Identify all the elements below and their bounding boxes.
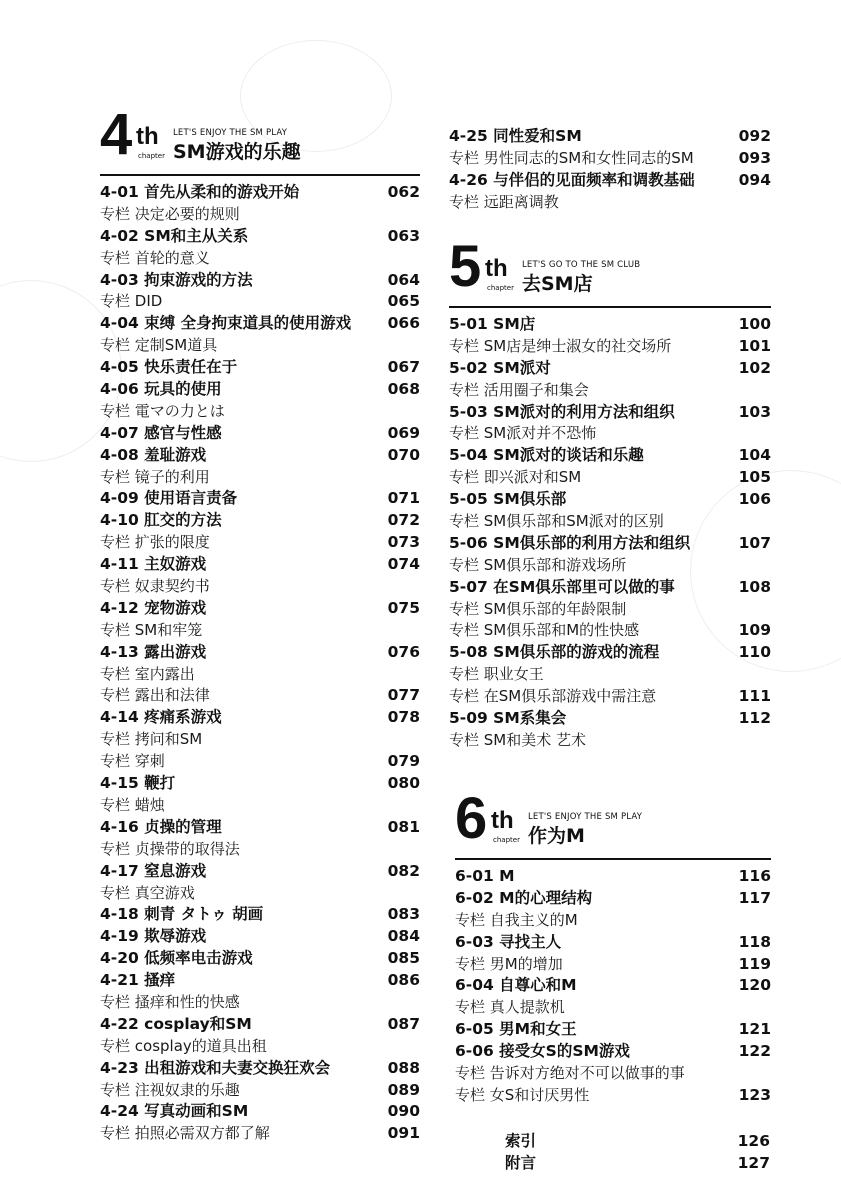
toc-list bbox=[455, 866, 771, 1107]
page-number: 118 bbox=[738, 932, 771, 951]
entry-title: 4-01 首先从柔和的游戏开始 bbox=[100, 183, 300, 201]
entry-title: 4-22 cosplay和SM bbox=[100, 1014, 252, 1033]
page-number: 100 bbox=[738, 315, 771, 333]
toc-section-entry[interactable] bbox=[455, 975, 771, 997]
toc-column-entry[interactable] bbox=[449, 192, 771, 214]
toc-section-entry[interactable] bbox=[100, 926, 420, 948]
toc-column-entry[interactable] bbox=[449, 467, 771, 489]
chapter-4-section bbox=[100, 102, 420, 1145]
page-number: 071 bbox=[387, 489, 420, 508]
toc-column-entry[interactable] bbox=[449, 511, 771, 533]
entry-title: 专栏 SM店是绅士淑女的社交场所 bbox=[449, 336, 672, 355]
toc-column-entry[interactable] bbox=[449, 148, 771, 170]
entry-title: 专栏 告诉对方绝对不可以做事的事 bbox=[455, 1064, 685, 1083]
toc-section-entry[interactable] bbox=[100, 904, 420, 926]
entry-title: 5-01 SM店 bbox=[449, 315, 536, 333]
page-number: 084 bbox=[387, 927, 420, 946]
entry-title: 5-04 SM派对的谈话和乐趣 bbox=[449, 446, 644, 465]
toc-section-entry[interactable] bbox=[100, 357, 420, 379]
entry-title: 4-11 主奴游戏 bbox=[100, 555, 207, 574]
entry-title: 专栏 SM俱乐部和游戏场所 bbox=[449, 555, 627, 574]
toc-column-entry[interactable] bbox=[100, 992, 420, 1014]
page-number: 101 bbox=[738, 336, 771, 355]
toc-section-entry[interactable] bbox=[455, 866, 771, 888]
toc-section-entry[interactable] bbox=[449, 489, 771, 511]
toc-column-entry[interactable] bbox=[100, 335, 420, 357]
chapter-title: SM游戏的乐趣 bbox=[173, 141, 301, 163]
entry-title: 6-05 男M和女王 bbox=[455, 1020, 577, 1039]
page-number: 085 bbox=[387, 949, 420, 968]
toc-column-entry[interactable] bbox=[449, 380, 771, 402]
toc-section-entry[interactable] bbox=[449, 402, 771, 424]
entry-title: 专栏 奴隶契约书 bbox=[100, 577, 210, 596]
toc-section-entry[interactable] bbox=[100, 554, 420, 576]
entry-title: 4-17 窒息游戏 bbox=[100, 861, 207, 880]
page-number: 108 bbox=[738, 577, 771, 596]
toc-column-entry[interactable] bbox=[100, 839, 420, 861]
page-number: 062 bbox=[387, 183, 420, 201]
entry-title: 5-09 SM系集会 bbox=[449, 709, 567, 728]
entry-title: 4-15 鞭打 bbox=[100, 774, 176, 793]
page-number: 073 bbox=[387, 533, 420, 552]
entry-title: 6-04 自尊心和M bbox=[455, 976, 577, 995]
chapter-6-header bbox=[455, 786, 771, 860]
toc-section-entry[interactable] bbox=[455, 932, 771, 954]
toc-list bbox=[505, 1131, 770, 1175]
toc-list bbox=[449, 314, 771, 752]
page-number: 116 bbox=[738, 867, 771, 885]
page-number: 065 bbox=[387, 292, 420, 311]
page-number: 081 bbox=[387, 817, 420, 836]
entry-title: 4-16 贞操的管理 bbox=[100, 817, 222, 836]
entry-title: 4-10 肛交的方法 bbox=[100, 511, 222, 530]
entry-title: 4-23 出租游戏和夫妻交换狂欢会 bbox=[100, 1058, 331, 1077]
entry-title: 专栏 男性同志的SM和女性同志的SM bbox=[449, 148, 694, 167]
page-number: 126 bbox=[737, 1132, 770, 1150]
page-number: 082 bbox=[387, 861, 420, 880]
entry-title: 5-07 在SM俱乐部里可以做的事 bbox=[449, 577, 675, 596]
entry-title: 专栏 注视奴隶的乐趣 bbox=[100, 1080, 240, 1099]
toc-section-entry[interactable] bbox=[100, 423, 420, 445]
page-number: 102 bbox=[738, 358, 771, 377]
entry-title: 4-20 低频率电击游戏 bbox=[100, 949, 253, 968]
entry-title: 专栏 穿刺 bbox=[100, 752, 165, 771]
toc-column-entry[interactable] bbox=[100, 751, 420, 773]
toc-section-entry[interactable] bbox=[100, 817, 420, 839]
entry-title: 专栏 SM和美术 艺术 bbox=[449, 730, 587, 749]
toc-column-entry[interactable] bbox=[455, 954, 771, 976]
page-number: 117 bbox=[738, 888, 771, 907]
chapter-ordinal-suffix: th bbox=[485, 255, 508, 282]
page-number: 112 bbox=[738, 709, 771, 728]
page-number: 063 bbox=[387, 226, 420, 245]
chapter-number: 5 bbox=[449, 234, 480, 299]
toc-column-entry[interactable] bbox=[455, 1063, 771, 1085]
entry-title: 专栏 cosplay的道具出租 bbox=[100, 1036, 267, 1055]
entry-title: 专栏 DID bbox=[100, 292, 163, 311]
entry-title: 5-05 SM俱乐部 bbox=[449, 490, 567, 509]
toc-column-entry[interactable] bbox=[449, 686, 771, 708]
entry-title: 专栏 拷问和SM bbox=[100, 730, 203, 749]
page-number: 105 bbox=[738, 468, 771, 487]
page-number: 079 bbox=[387, 752, 420, 771]
page-number: 087 bbox=[387, 1014, 420, 1033]
entry-title: 专栏 搔痒和性的快感 bbox=[100, 992, 240, 1011]
toc-column-entry[interactable] bbox=[100, 576, 420, 598]
entry-title: 索引 bbox=[505, 1132, 537, 1150]
entry-title: 4-03 拘束游戏的方法 bbox=[100, 270, 253, 289]
page-number: 103 bbox=[738, 402, 771, 421]
entry-title: 5-06 SM俱乐部的利用方法和组织 bbox=[449, 533, 691, 552]
toc-section-entry[interactable] bbox=[449, 708, 771, 730]
entry-title: 专栏 远距离调教 bbox=[449, 192, 559, 211]
toc-section-entry[interactable] bbox=[449, 358, 771, 380]
chapter-5-header bbox=[449, 234, 771, 308]
page-number: 090 bbox=[387, 1102, 420, 1121]
chapter-4-continued-section bbox=[449, 126, 771, 214]
entry-title: 4-24 写真动画和SM bbox=[100, 1102, 249, 1121]
chapter-english-subtitle: LET'S ENJOY THE SM PLAY bbox=[528, 812, 643, 822]
entry-title: 4-19 欺辱游戏 bbox=[100, 927, 207, 946]
page-number: 109 bbox=[738, 621, 771, 640]
toc-column-entry[interactable] bbox=[455, 997, 771, 1019]
page-number: 089 bbox=[387, 1080, 420, 1099]
chapter-5-section bbox=[449, 234, 771, 752]
page-number: 121 bbox=[738, 1020, 771, 1039]
entry-title: 专栏 自我主义的M bbox=[455, 910, 578, 929]
page-number: 104 bbox=[738, 446, 771, 465]
toc-section-entry[interactable] bbox=[100, 182, 420, 204]
chapter-6-section bbox=[455, 786, 771, 1107]
toc-section-entry[interactable] bbox=[100, 379, 420, 401]
toc-column-entry[interactable] bbox=[100, 729, 420, 751]
entry-title: 5-03 SM派对的利用方法和组织 bbox=[449, 402, 675, 421]
entry-title: 附言 bbox=[505, 1153, 537, 1172]
entry-title: 专栏 SM和牢笼 bbox=[100, 620, 203, 639]
toc-section-entry[interactable] bbox=[100, 861, 420, 883]
page-number: 072 bbox=[387, 511, 420, 530]
entry-title: 5-08 SM俱乐部的游戏的流程 bbox=[449, 643, 660, 662]
toc-column-entry[interactable] bbox=[100, 1036, 420, 1058]
toc-column-entry[interactable] bbox=[100, 620, 420, 642]
toc-list bbox=[100, 182, 420, 1145]
toc-section-entry[interactable] bbox=[505, 1153, 770, 1175]
entry-title: 专栏 镜子的利用 bbox=[100, 467, 210, 486]
chapter-ordinal-suffix: th bbox=[491, 807, 514, 834]
toc-column-entry[interactable] bbox=[455, 910, 771, 932]
page-number: 088 bbox=[387, 1058, 420, 1077]
toc-column-entry[interactable] bbox=[100, 401, 420, 423]
toc-column-entry[interactable] bbox=[100, 1123, 420, 1145]
entry-title: 专栏 扩张的限度 bbox=[100, 533, 210, 552]
toc-section-entry[interactable] bbox=[449, 170, 771, 192]
toc-column-entry[interactable] bbox=[100, 291, 420, 313]
entry-title: 专栏 定制SM道具 bbox=[100, 336, 218, 355]
toc-section-entry[interactable] bbox=[449, 642, 771, 664]
chapter-english-subtitle: LET'S GO TO THE SM CLUB bbox=[522, 260, 641, 270]
toc-section-entry[interactable] bbox=[100, 1058, 420, 1080]
chapter-word: chapter bbox=[138, 152, 165, 160]
page-number: 078 bbox=[387, 708, 420, 727]
entry-title: 4-13 露出游戏 bbox=[100, 642, 207, 661]
page-number: 069 bbox=[387, 423, 420, 442]
toc-column-entry[interactable] bbox=[100, 664, 420, 686]
toc-column-entry[interactable] bbox=[449, 730, 771, 752]
entry-title: 专栏 SM俱乐部和M的性快感 bbox=[449, 621, 640, 640]
entry-title: 5-02 SM派对 bbox=[449, 358, 551, 377]
entry-title: 专栏 露出和法律 bbox=[100, 686, 210, 705]
toc-list bbox=[449, 126, 771, 214]
entry-title: 专栏 SM派对并不恐怖 bbox=[449, 424, 597, 443]
chapter-number: 4 bbox=[100, 102, 131, 167]
entry-title: 4-25 同性爱和SM bbox=[449, 127, 582, 145]
toc-section-entry[interactable] bbox=[449, 126, 771, 148]
entry-title: 4-12 宠物游戏 bbox=[100, 598, 207, 617]
entry-title: 4-05 快乐责任在于 bbox=[100, 358, 238, 377]
entry-title: 专栏 在SM俱乐部游戏中需注意 bbox=[449, 687, 657, 706]
page-number: 075 bbox=[387, 598, 420, 617]
chapter-ordinal-suffix: th bbox=[136, 123, 159, 150]
toc-section-entry[interactable] bbox=[449, 445, 771, 467]
toc-section-entry[interactable] bbox=[455, 1041, 771, 1063]
page-number: 106 bbox=[738, 490, 771, 509]
toc-section-entry[interactable] bbox=[100, 270, 420, 292]
toc-section-entry[interactable] bbox=[100, 510, 420, 532]
entry-title: 4-26 与伴侣的见面频率和调教基础 bbox=[449, 170, 695, 189]
page-number: 107 bbox=[738, 533, 771, 552]
toc-section-entry[interactable] bbox=[100, 488, 420, 510]
toc-column-entry[interactable] bbox=[449, 423, 771, 445]
toc-column-entry[interactable] bbox=[449, 664, 771, 686]
toc-section-entry[interactable] bbox=[100, 707, 420, 729]
entry-title: 4-02 SM和主从关系 bbox=[100, 226, 249, 245]
toc-section-entry[interactable] bbox=[449, 533, 771, 555]
page-number: 080 bbox=[387, 774, 420, 793]
page-number: 111 bbox=[738, 687, 771, 706]
page-number: 091 bbox=[387, 1124, 420, 1143]
entry-title: 专栏 即兴派对和SM bbox=[449, 468, 582, 487]
chapter-word: chapter bbox=[487, 284, 514, 292]
page-number: 092 bbox=[738, 127, 771, 145]
page-number: 068 bbox=[387, 380, 420, 399]
page-number: 123 bbox=[738, 1085, 771, 1104]
entry-title: 4-07 感官与性感 bbox=[100, 423, 222, 442]
page-number: 119 bbox=[738, 954, 771, 973]
toc-section-entry[interactable] bbox=[100, 313, 420, 335]
page-number: 120 bbox=[738, 976, 771, 995]
toc-column-entry[interactable] bbox=[100, 795, 420, 817]
entry-title: 专栏 职业女王 bbox=[449, 665, 544, 684]
chapter-4-header bbox=[100, 102, 420, 176]
entry-title: 4-14 疼痛系游戏 bbox=[100, 708, 222, 727]
page-number: 074 bbox=[387, 555, 420, 574]
page-number: 066 bbox=[387, 314, 420, 333]
chapter-word: chapter bbox=[493, 836, 520, 844]
entry-title: 专栏 真人提款机 bbox=[455, 998, 565, 1017]
entry-title: 专栏 真空游戏 bbox=[100, 883, 195, 902]
toc-column-entry[interactable] bbox=[100, 467, 420, 489]
entry-title: 专栏 首轮的意义 bbox=[100, 248, 210, 267]
toc-section-entry[interactable] bbox=[100, 1014, 420, 1036]
entry-title: 6-01 M bbox=[455, 867, 515, 885]
entry-title: 6-03 寻找主人 bbox=[455, 932, 562, 951]
toc-section-entry[interactable] bbox=[100, 598, 420, 620]
entry-title: 专栏 贞操带的取得法 bbox=[100, 839, 240, 858]
chapter-title: 去SM店 bbox=[522, 273, 593, 295]
entry-title: 4-08 羞耻游戏 bbox=[100, 445, 207, 464]
toc-column-entry[interactable] bbox=[449, 620, 771, 642]
entry-title: 4-18 刺青 タトゥ 胡画 bbox=[100, 905, 264, 924]
page-number: 094 bbox=[738, 170, 771, 189]
toc-section-entry[interactable] bbox=[100, 445, 420, 467]
entry-title: 4-06 玩具的使用 bbox=[100, 380, 222, 399]
entry-title: 专栏 女S和讨厌男性 bbox=[455, 1085, 590, 1104]
toc-section-entry[interactable] bbox=[100, 226, 420, 248]
entry-title: 6-06 接受女S的SM游戏 bbox=[455, 1042, 630, 1061]
toc-section-entry[interactable] bbox=[505, 1131, 770, 1153]
entry-title: 专栏 活用圈子和集会 bbox=[449, 380, 589, 399]
page-number: 067 bbox=[387, 358, 420, 377]
entry-title: 专栏 電マの力とは bbox=[100, 401, 225, 420]
page-number: 122 bbox=[738, 1042, 771, 1061]
page-number: 077 bbox=[387, 686, 420, 705]
entry-title: 4-04 束缚 全身拘束道具的使用游戏 bbox=[100, 314, 352, 333]
toc-section-entry[interactable] bbox=[449, 577, 771, 599]
toc-column-entry[interactable] bbox=[100, 883, 420, 905]
entry-title: 专栏 拍照必需双方都了解 bbox=[100, 1124, 270, 1143]
entry-title: 专栏 SM俱乐部和SM派对的区别 bbox=[449, 512, 664, 531]
toc-column-entry[interactable] bbox=[455, 1085, 771, 1107]
entry-title: 专栏 室内露出 bbox=[100, 664, 195, 683]
toc-column-entry[interactable] bbox=[449, 599, 771, 621]
entry-title: 专栏 SM俱乐部的年龄限制 bbox=[449, 599, 627, 618]
entry-title: 专栏 男M的增加 bbox=[455, 954, 563, 973]
page-number: 127 bbox=[737, 1153, 770, 1172]
chapter-number: 6 bbox=[455, 786, 486, 851]
toc-section-entry[interactable] bbox=[455, 888, 771, 910]
toc-column-entry[interactable] bbox=[100, 248, 420, 270]
entry-title: 专栏 蜡烛 bbox=[100, 795, 165, 814]
toc-section-entry[interactable] bbox=[100, 1101, 420, 1123]
toc-section-entry[interactable] bbox=[100, 948, 420, 970]
entry-title: 6-02 M的心理结构 bbox=[455, 888, 593, 907]
page-number: 083 bbox=[387, 905, 420, 924]
toc-column-entry[interactable] bbox=[100, 204, 420, 226]
page-number: 076 bbox=[387, 642, 420, 661]
chapter-english-subtitle: LET'S ENJOY THE SM PLAY bbox=[173, 128, 288, 138]
toc-section-entry[interactable] bbox=[100, 642, 420, 664]
page-number: 070 bbox=[387, 445, 420, 464]
toc-section-entry[interactable] bbox=[449, 314, 771, 336]
toc-section-entry[interactable] bbox=[455, 1019, 771, 1041]
chapter-title: 作为M bbox=[528, 825, 585, 847]
entry-title: 4-09 使用语言责备 bbox=[100, 489, 238, 508]
toc-column-entry[interactable] bbox=[100, 685, 420, 707]
toc-column-entry[interactable] bbox=[449, 336, 771, 358]
index-section bbox=[505, 1131, 770, 1175]
toc-section-entry[interactable] bbox=[100, 970, 420, 992]
page-number: 110 bbox=[738, 643, 771, 662]
page-number: 086 bbox=[387, 971, 420, 990]
page-number: 093 bbox=[738, 148, 771, 167]
page-number: 064 bbox=[387, 270, 420, 289]
toc-column-entry[interactable] bbox=[449, 555, 771, 577]
entry-title: 4-21 搔痒 bbox=[100, 971, 176, 990]
toc-section-entry[interactable] bbox=[100, 773, 420, 795]
toc-column-entry[interactable] bbox=[100, 532, 420, 554]
toc-column-entry[interactable] bbox=[100, 1080, 420, 1102]
entry-title: 专栏 决定必要的规则 bbox=[100, 204, 240, 223]
